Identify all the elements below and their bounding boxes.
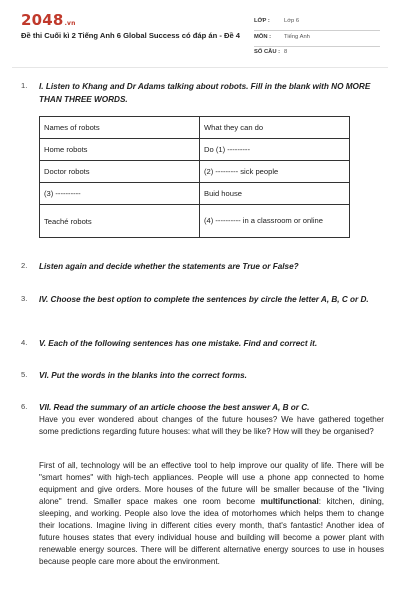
document-title: Đề thi Cuối kì 2 Tiếng Anh 6 Global Success có đáp án - Đề 4 <box>21 31 241 40</box>
table-header-cell: What they can do <box>200 117 350 139</box>
table-cell: (3) ---------- <box>40 183 200 205</box>
meta-question-count <box>254 45 380 61</box>
table-cell: Doctor robots <box>40 161 200 183</box>
question-number: 1. <box>21 81 28 90</box>
meta-label: MÔN : <box>254 34 272 40</box>
table-header-row <box>40 117 350 139</box>
question-text: I. Listen to Khang and Dr Adams talking about robots. Fill in the blank with NO MORE THAN THREE WORDS. <box>39 82 371 104</box>
question-text: V. Each of the following sentences has one mistake. Find and correct it. <box>39 339 318 348</box>
table-cell: (2) --------- sick people <box>200 161 350 183</box>
meta-value: 8 <box>284 49 288 55</box>
table-cell: (4) ---------- in a classroom or online <box>200 205 350 238</box>
meta-value: Tiếng Anh <box>284 34 310 40</box>
passage-body <box>39 460 384 568</box>
table-row <box>40 205 350 238</box>
question-text: Listen again and decide whether the statements are True or False? <box>39 262 299 271</box>
passage-text: First of all, technology will be an effective tool to help improve our quality of life. There will be "smart homes" with high-tech appliances. People will use a phone app connected to home equipment and give orders. More houses of the future will be smaller because of the "living alone" trend. Smaller space makes one room become <box>39 461 384 506</box>
table-row <box>40 161 350 183</box>
logo-text: 2048 <box>21 11 64 29</box>
table-row <box>40 139 350 161</box>
document-header <box>0 0 400 66</box>
question-number: 3. <box>21 294 28 303</box>
table-cell: Home robots <box>40 139 200 161</box>
passage-emphasis: multifunctional <box>260 497 319 506</box>
table-row <box>40 183 350 205</box>
question-number: 2. <box>21 261 28 270</box>
robots-table <box>39 116 350 238</box>
site-logo[interactable] <box>21 11 76 29</box>
question-text: VII. Read the summary of an article choose the best answer A, B or C. <box>39 403 310 412</box>
question-text: IV. Choose the best option to complete the sentences by circle the letter A, B, C or D. <box>39 295 369 304</box>
table-cell: Teaché robots <box>40 205 200 238</box>
meta-label: LỚP : <box>254 18 270 24</box>
question-number: 5. <box>21 370 28 379</box>
meta-class <box>254 14 380 31</box>
table-cell: Do (1) --------- <box>200 139 350 161</box>
header-divider <box>12 67 388 68</box>
question-text: VI. Put the words in the blanks into the correct forms. <box>39 371 247 380</box>
question-number: 6. <box>21 402 28 411</box>
passage-text: : kitchen, dining, sleeping, and working. People also love the idea of motorhomes which helps them to change their locations. Imagine living in different cities every month, that's fantastic! Another idea of future houses states that every individual house and building will become a power plant with renewable energy sources. There will be different alternative energy sources to use in houses because people care more about the environment. <box>39 497 384 566</box>
meta-value: Lớp 6 <box>284 18 300 24</box>
meta-label: SỐ CÂU : <box>254 49 281 55</box>
passage-intro: Have you ever wondered about changes of the future houses? We have gathered together some predictions regarding future houses: what will they be like? How will they be organised? <box>39 415 384 436</box>
question-number: 4. <box>21 338 28 347</box>
table-header-cell: Names of robots <box>40 117 200 139</box>
table-cell: Buid house <box>200 183 350 205</box>
logo-suffix: .vn <box>64 20 76 27</box>
